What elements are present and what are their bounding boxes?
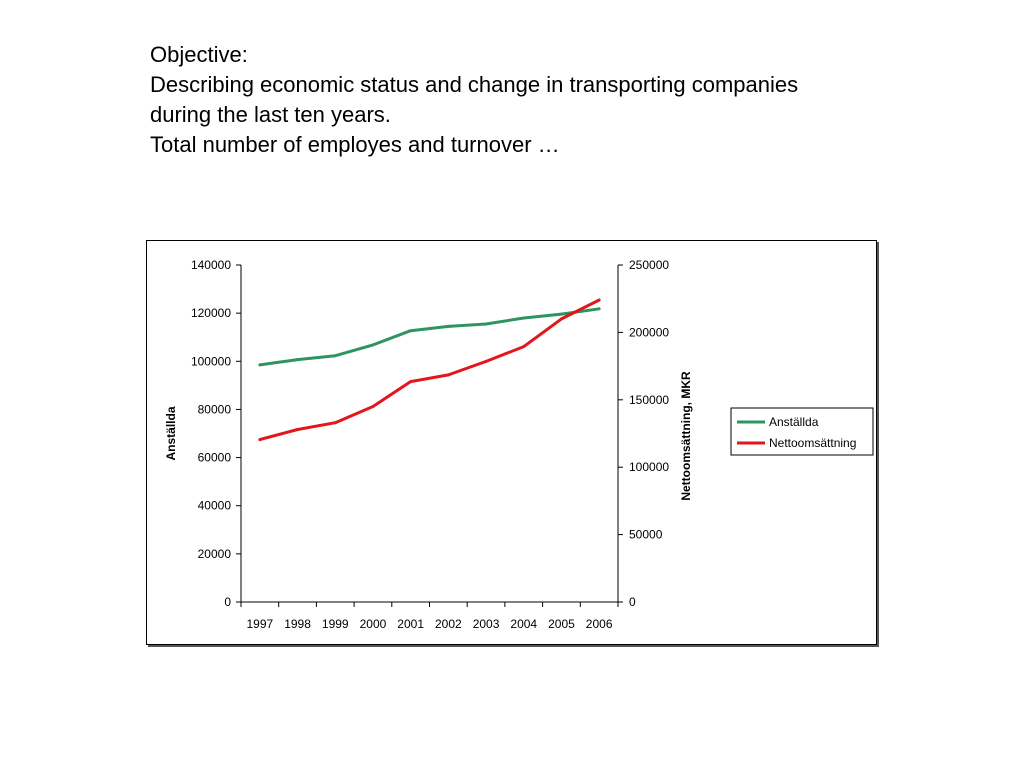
x-tick-label: 2004 (510, 617, 538, 631)
data-point (447, 325, 450, 328)
data-point (258, 363, 261, 366)
data-point (371, 405, 374, 408)
y-left-tick-label: 100000 (190, 354, 231, 369)
x-tick-label: 2006 (585, 617, 613, 631)
y-right-tick-label: 100000 (629, 460, 670, 475)
series-lines (258, 299, 600, 442)
legend-label: Anställda (769, 415, 819, 429)
data-point (485, 360, 488, 363)
data-point (485, 322, 488, 325)
legend-label: Nettoomsättning (769, 436, 857, 450)
y-left-tick-label: 20000 (197, 546, 231, 561)
y-left-tick-label: 60000 (197, 450, 231, 465)
data-point (598, 299, 601, 302)
x-tick-label: 1997 (246, 617, 274, 631)
axes (164, 258, 693, 631)
y-left-tick-label: 0 (224, 595, 231, 609)
y-right-axis-title: Nettoomsättning, MKR (679, 371, 693, 501)
x-tick-label: 2003 (472, 617, 500, 631)
data-point (409, 380, 412, 383)
line-chart (147, 241, 876, 644)
data-point (371, 343, 374, 346)
data-point (598, 307, 601, 310)
data-point (334, 354, 337, 357)
x-tick-label: 2002 (434, 617, 462, 631)
y-left-tick-label: 40000 (197, 498, 231, 513)
data-point (447, 373, 450, 376)
y-right-tick-label: 250000 (629, 258, 670, 272)
data-point (522, 316, 525, 319)
y-right-tick-label: 50000 (629, 527, 663, 542)
y-right-tick-label: 200000 (629, 325, 670, 340)
data-point (258, 438, 261, 441)
y-left-axis-title: Anställda (164, 406, 178, 461)
y-right-tick-label: 150000 (629, 392, 670, 407)
objective-line-2: during the last ten years. (150, 102, 391, 127)
y-right-tick-label: 0 (629, 595, 636, 609)
x-tick-label: 1999 (321, 617, 349, 631)
data-point (334, 421, 337, 424)
chart-frame (146, 240, 877, 645)
y-left-tick-label: 120000 (190, 306, 231, 321)
objective-heading: Objective: (150, 42, 248, 67)
data-point (296, 428, 299, 431)
data-point (522, 345, 525, 348)
data-point (296, 358, 299, 361)
series-line-1 (260, 309, 599, 365)
x-tick-label: 2005 (548, 617, 575, 631)
data-point (560, 313, 563, 316)
objective-line-1: Describing economic status and change in transporting companies (150, 72, 799, 97)
series-line-2 (260, 300, 599, 440)
x-tick-label: 2001 (397, 617, 425, 631)
x-tick-label: 2000 (359, 617, 387, 631)
data-point (560, 317, 563, 320)
objective-line-3: Total number of employes and turnover … (150, 132, 560, 157)
y-left-tick-label: 80000 (197, 402, 231, 417)
legend (731, 408, 873, 455)
data-point (409, 329, 412, 332)
y-left-tick-label: 140000 (190, 258, 231, 272)
x-tick-label: 1998 (284, 617, 311, 631)
objective-text (150, 40, 950, 160)
